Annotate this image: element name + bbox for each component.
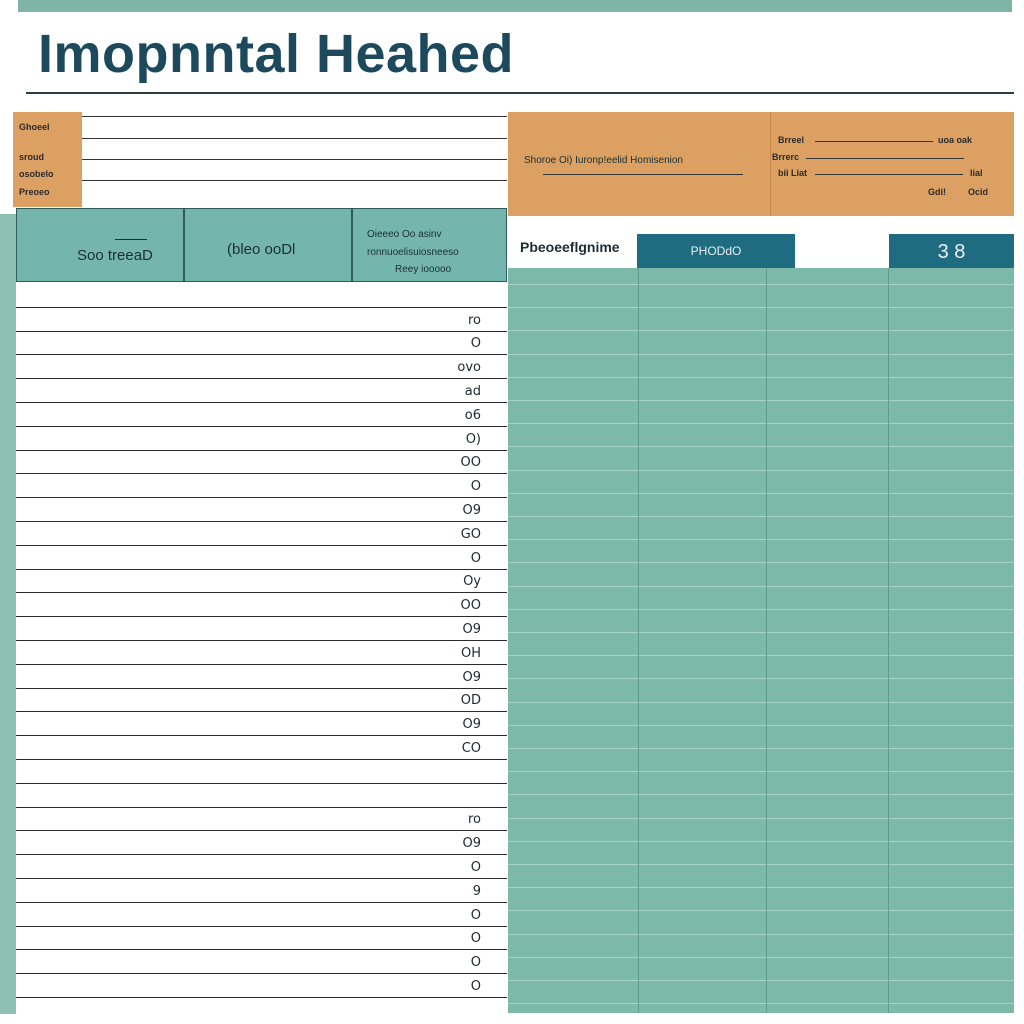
ledger-row xyxy=(16,879,507,903)
ledger-value: O xyxy=(470,336,481,352)
grid-row-line xyxy=(508,284,1014,285)
ledger-row xyxy=(16,689,507,713)
summary-footer: Ocid xyxy=(968,187,989,197)
ledger-value: CO xyxy=(461,740,481,756)
info-line xyxy=(82,116,507,117)
ledger-value: O xyxy=(470,931,481,947)
ledger-value: GO xyxy=(460,526,481,542)
ledger-value: O xyxy=(470,907,481,923)
ledger-row xyxy=(16,736,507,760)
summary-row-label: Brreel xyxy=(778,135,805,145)
grid-row-line xyxy=(508,748,1014,749)
ledger-row xyxy=(16,427,507,451)
ledger-row xyxy=(16,784,507,808)
grid-row-line xyxy=(508,586,1014,587)
ledger-value: 9 xyxy=(472,883,481,899)
grid-row-line xyxy=(508,957,1014,958)
grid-row-line xyxy=(508,678,1014,679)
ledger-value: O xyxy=(470,550,481,566)
grid-row-line xyxy=(508,423,1014,424)
info-line xyxy=(82,180,507,181)
grid-row-line xyxy=(508,910,1014,911)
ledger-value: O9 xyxy=(462,621,481,637)
ledger-row xyxy=(16,617,507,641)
grid-column-line xyxy=(888,268,889,1013)
column-header-3-line: Reey iooooo xyxy=(395,264,452,275)
info-label: osobelo xyxy=(19,169,54,179)
ledger-row xyxy=(16,355,507,379)
ledger-row xyxy=(16,903,507,927)
ledger-value: O9 xyxy=(462,502,481,518)
summary-row-label: Brrerc xyxy=(772,152,800,162)
column-header-3-line: ronnuoelisuiosneeso xyxy=(367,247,459,258)
left-gutter xyxy=(0,214,16,1014)
ledger-value: O xyxy=(470,859,481,875)
ledger-value: O xyxy=(470,978,481,994)
info-line xyxy=(82,159,507,160)
summary-row-line xyxy=(815,174,963,175)
summary-caption: Shoroe Oi) Iuronp!eelid Homisenion xyxy=(524,155,683,166)
ledger-row xyxy=(16,593,507,617)
grid-column-line xyxy=(766,268,767,1013)
ledger-row xyxy=(16,855,507,879)
grid-row-line xyxy=(508,470,1014,471)
grid-row-line xyxy=(508,400,1014,401)
ledger-row xyxy=(16,308,507,332)
grid-row-line xyxy=(508,934,1014,935)
ledger-row xyxy=(16,451,507,475)
info-label: sroud xyxy=(19,152,45,162)
grid-row-line xyxy=(508,539,1014,540)
grid-row-line xyxy=(508,307,1014,308)
grid-row-line xyxy=(508,446,1014,447)
summary-footer: Gdi! xyxy=(928,187,946,197)
summary-caption-line xyxy=(543,174,743,175)
grid-row-line xyxy=(508,377,1014,378)
page-title: Imopnntal Heahed xyxy=(38,24,515,84)
ledger-row xyxy=(16,950,507,974)
ledger-value: ovo xyxy=(457,360,481,376)
ledger-value: O xyxy=(470,955,481,971)
grid-row-line xyxy=(508,562,1014,563)
ledger-row xyxy=(16,831,507,855)
grid-row-line xyxy=(508,702,1014,703)
ledger-row xyxy=(16,522,507,546)
ledger-row xyxy=(16,284,507,308)
ledger-row xyxy=(16,570,507,594)
data-grid xyxy=(508,268,1014,1013)
ledger-value: ad xyxy=(464,383,481,399)
ledger-value: O) xyxy=(465,431,481,447)
grid-row-line xyxy=(508,818,1014,819)
ledger-value: OD xyxy=(460,693,481,709)
column-header-3 xyxy=(352,208,507,282)
grid-row-line xyxy=(508,354,1014,355)
grid-column-line xyxy=(638,268,639,1013)
ledger-value: Oy xyxy=(463,574,481,590)
grid-row-line xyxy=(508,516,1014,517)
grid-row-line xyxy=(508,980,1014,981)
grid-row-line xyxy=(508,794,1014,795)
grid-row-line xyxy=(508,725,1014,726)
top-band xyxy=(18,0,1012,12)
ledger-row xyxy=(16,927,507,951)
ledger-row xyxy=(16,974,507,998)
summary-row-value: lial xyxy=(970,168,983,178)
ledger-value: O9 xyxy=(462,669,481,685)
grid-row-line xyxy=(508,609,1014,610)
column-header-2 xyxy=(184,208,352,282)
column-header-2-label: (bleo ooDl xyxy=(227,241,296,258)
info-label: Ghoeel xyxy=(19,122,50,132)
grid-row-line xyxy=(508,841,1014,842)
column-header-1-label: Soo treeaD xyxy=(77,247,153,264)
ledger-row xyxy=(16,379,507,403)
summary-row-line xyxy=(806,158,964,159)
title-rule xyxy=(26,92,1014,94)
ledger-value: O9 xyxy=(462,717,481,733)
ledger-value: O9 xyxy=(462,836,481,852)
ledger-value: OO xyxy=(460,598,481,614)
summary-row-label: bii Liat xyxy=(778,168,807,178)
info-label: Preoeo xyxy=(19,187,50,197)
ledger-value: OH xyxy=(460,645,481,661)
ledger-value: ro xyxy=(467,312,481,328)
ledger-row xyxy=(16,498,507,522)
ledger-row xyxy=(16,760,507,784)
grid-row-line xyxy=(508,330,1014,331)
right-header-tab-a[interactable]: PHODdO xyxy=(637,234,795,268)
ledger-row xyxy=(16,808,507,832)
ledger-row xyxy=(16,665,507,689)
ledger-value: O xyxy=(470,479,481,495)
ledger-value: ro xyxy=(467,812,481,828)
ledger-row xyxy=(16,332,507,356)
ledger-value: o6 xyxy=(464,407,481,423)
right-header-label: Pbeoeeflgnime xyxy=(520,239,620,255)
grid-row-line xyxy=(508,632,1014,633)
grid-row-line xyxy=(508,887,1014,888)
summary-divider xyxy=(770,112,771,216)
ledger-row xyxy=(16,403,507,427)
column-header-1 xyxy=(16,208,184,282)
grid-row-line xyxy=(508,864,1014,865)
ledger-value: OO xyxy=(460,455,481,471)
column-header-3-line: Oieeeo Oo asinv xyxy=(367,229,442,240)
grid-row-line xyxy=(508,771,1014,772)
summary-row-line xyxy=(815,141,933,142)
grid-row-line xyxy=(508,655,1014,656)
right-header-tab-b[interactable]: 3 8 xyxy=(889,234,1014,270)
summary-row-value: uoa oak xyxy=(938,135,973,145)
ledger-row xyxy=(16,641,507,665)
info-line xyxy=(82,138,507,139)
ledger-row xyxy=(16,712,507,736)
grid-row-line xyxy=(508,1003,1014,1004)
ledger-row xyxy=(16,474,507,498)
ledger-row xyxy=(16,546,507,570)
grid-row-line xyxy=(508,493,1014,494)
